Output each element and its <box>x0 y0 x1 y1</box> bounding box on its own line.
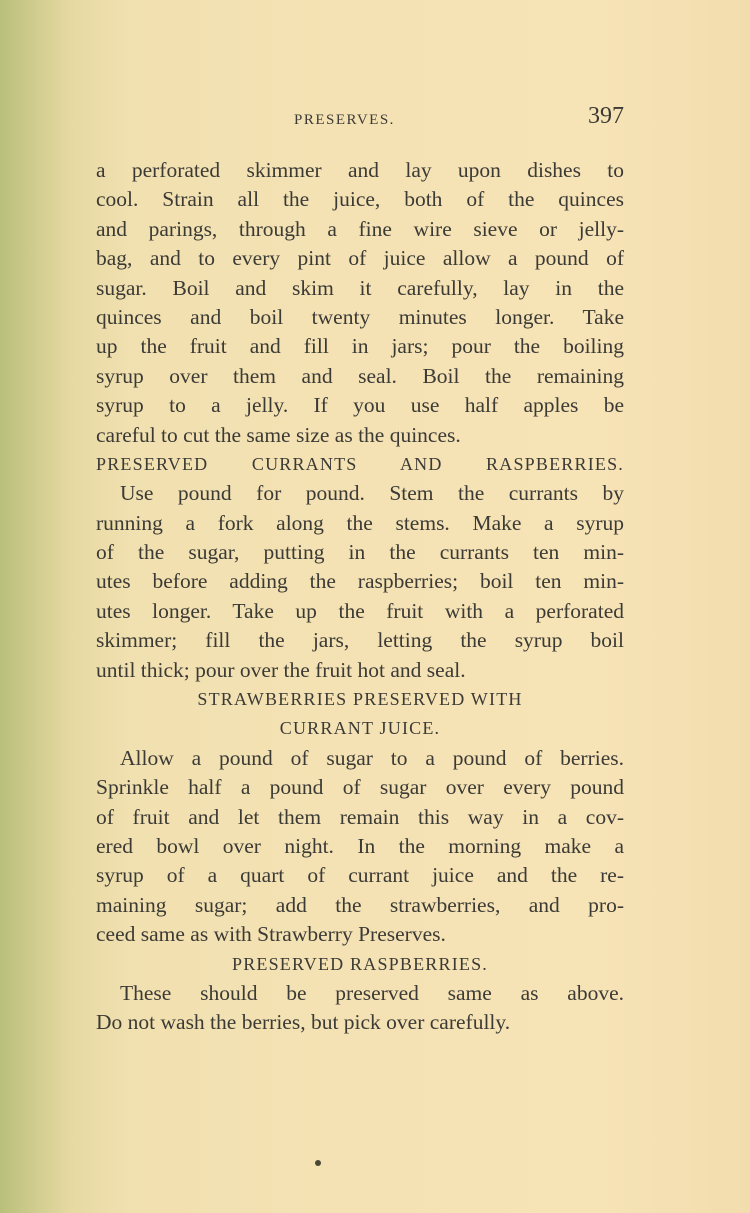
text-line: syrup over them and seal. Boil the remaining <box>96 363 624 388</box>
text-line: sugar. Boil and skim it carefully, lay in the <box>96 275 624 300</box>
text-line: Allow a pound of sugar to a pound of berries. <box>120 745 624 770</box>
text-line: careful to cut the same size as the quinces. <box>96 422 461 447</box>
text-line: until thick; pour over the fruit hot and seal. <box>96 657 466 682</box>
text-line: quinces and boil twenty minutes longer. Take <box>96 304 624 329</box>
running-head: PRESERVES. <box>294 112 395 128</box>
text-line: Use pound for pound. Stem the currants by <box>120 481 624 506</box>
section-heading: CURRANT JUICE. <box>279 718 441 739</box>
text-line: of fruit and let them remain this way in a cov- <box>96 804 624 829</box>
text-line: of the sugar, putting in the currants ten min- <box>96 540 624 565</box>
text-line: utes before adding the raspberries; boil ten min- <box>96 569 624 594</box>
section-heading: PRESERVED CURRANTS AND RASPBERRIES. <box>96 453 624 474</box>
text-line: a perforated skimmer and lay upon dishes to <box>96 158 624 182</box>
text-line: bag, and to every pint of juice allow a pound of <box>96 246 624 271</box>
section-heading: PRESERVED RASPBERRIES. <box>231 953 488 974</box>
text-line: utes longer. Take up the fruit with a perforated <box>96 598 624 623</box>
text-line: Do not wash the berries, but pick over carefully. <box>96 1010 511 1035</box>
text-line: and parings, through a fine wire sieve or jelly- <box>96 216 624 241</box>
page-text <box>96 156 624 1038</box>
section-heading: STRAWBERRIES PRESERVED WITH <box>197 689 523 710</box>
text-line: ceed same as with Strawberry Preserves. <box>96 922 446 947</box>
text-line: maining sugar; add the strawberries, and pro- <box>96 892 624 917</box>
text-line: Sprinkle half a pound of sugar over every pound <box>96 775 624 800</box>
page-number: 397 <box>588 103 624 129</box>
text-line: syrup of a quart of currant juice and the re- <box>96 863 624 888</box>
text-line: running a fork along the stems. Make a syrup <box>96 510 624 535</box>
text-line: skimmer; fill the jars, letting the syrup boil <box>96 628 624 653</box>
text-line: cool. Strain all the juice, both of the quinces <box>96 187 624 212</box>
text-line: ered bowl over night. In the morning make a <box>96 833 624 858</box>
text-line: up the fruit and fill in jars; pour the boiling <box>96 334 624 359</box>
ink-speck <box>315 1160 321 1166</box>
text-line: syrup to a jelly. If you use half apples be <box>96 393 624 418</box>
text-line: These should be preserved same as above. <box>120 980 624 1005</box>
